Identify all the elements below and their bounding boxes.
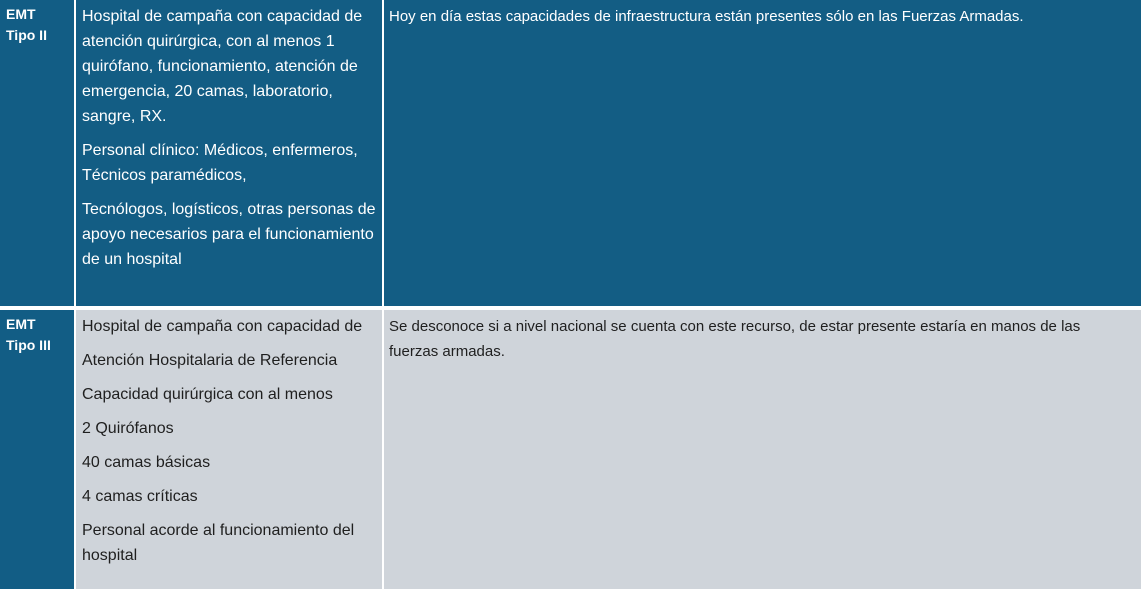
description-paragraph: Hospital de campaña con capacidad de atención quirúrgica, con al menos 1 quirófano, funcionamiento, atención de emergencia, 20 camas, laboratorio, sangre, RX.	[82, 8, 363, 125]
row-label-cell	[0, 0, 74, 306]
observation-text: Se desconoce si a nivel nacional se cuenta con este recurso, de estar presente estaría en manos de las fuerzas armadas.	[389, 318, 1081, 360]
description-cell	[76, 0, 382, 306]
description-paragraph: Hospital de campaña con capacidad de	[82, 318, 363, 335]
description-paragraph: 40 camas básicas	[82, 454, 211, 471]
row-label-cell	[0, 310, 74, 589]
row-label-emt: EMT	[6, 6, 36, 22]
observation-text: Hoy en día estas capacidades de infraestructura están presentes sólo en las Fuerzas Armadas.	[389, 8, 1024, 25]
description-paragraph: Tecnólogos, logísticos, otras personas de apoyo necesarios para el funcionamiento de un hospital	[82, 201, 376, 268]
description-cell	[76, 310, 382, 589]
row-label-type: Tipo III	[6, 337, 51, 353]
description-paragraph: Capacidad quirúrgica con al menos	[82, 386, 333, 403]
description-paragraph: 2 Quirófanos	[82, 420, 174, 437]
description-paragraph: 4 camas críticas	[82, 488, 198, 505]
description-paragraph: Personal clínico: Médicos, enfermeros, Técnicos paramédicos,	[82, 142, 358, 184]
description-paragraph: Personal acorde al funcionamiento del hospital	[82, 522, 355, 564]
observation-cell	[384, 0, 1141, 306]
observation-cell	[384, 310, 1141, 589]
row-label-type: Tipo II	[6, 27, 47, 43]
table-row	[0, 310, 1141, 589]
row-label-emt: EMT	[6, 316, 36, 332]
description-paragraph: Atención Hospitalaria de Referencia	[82, 352, 338, 369]
